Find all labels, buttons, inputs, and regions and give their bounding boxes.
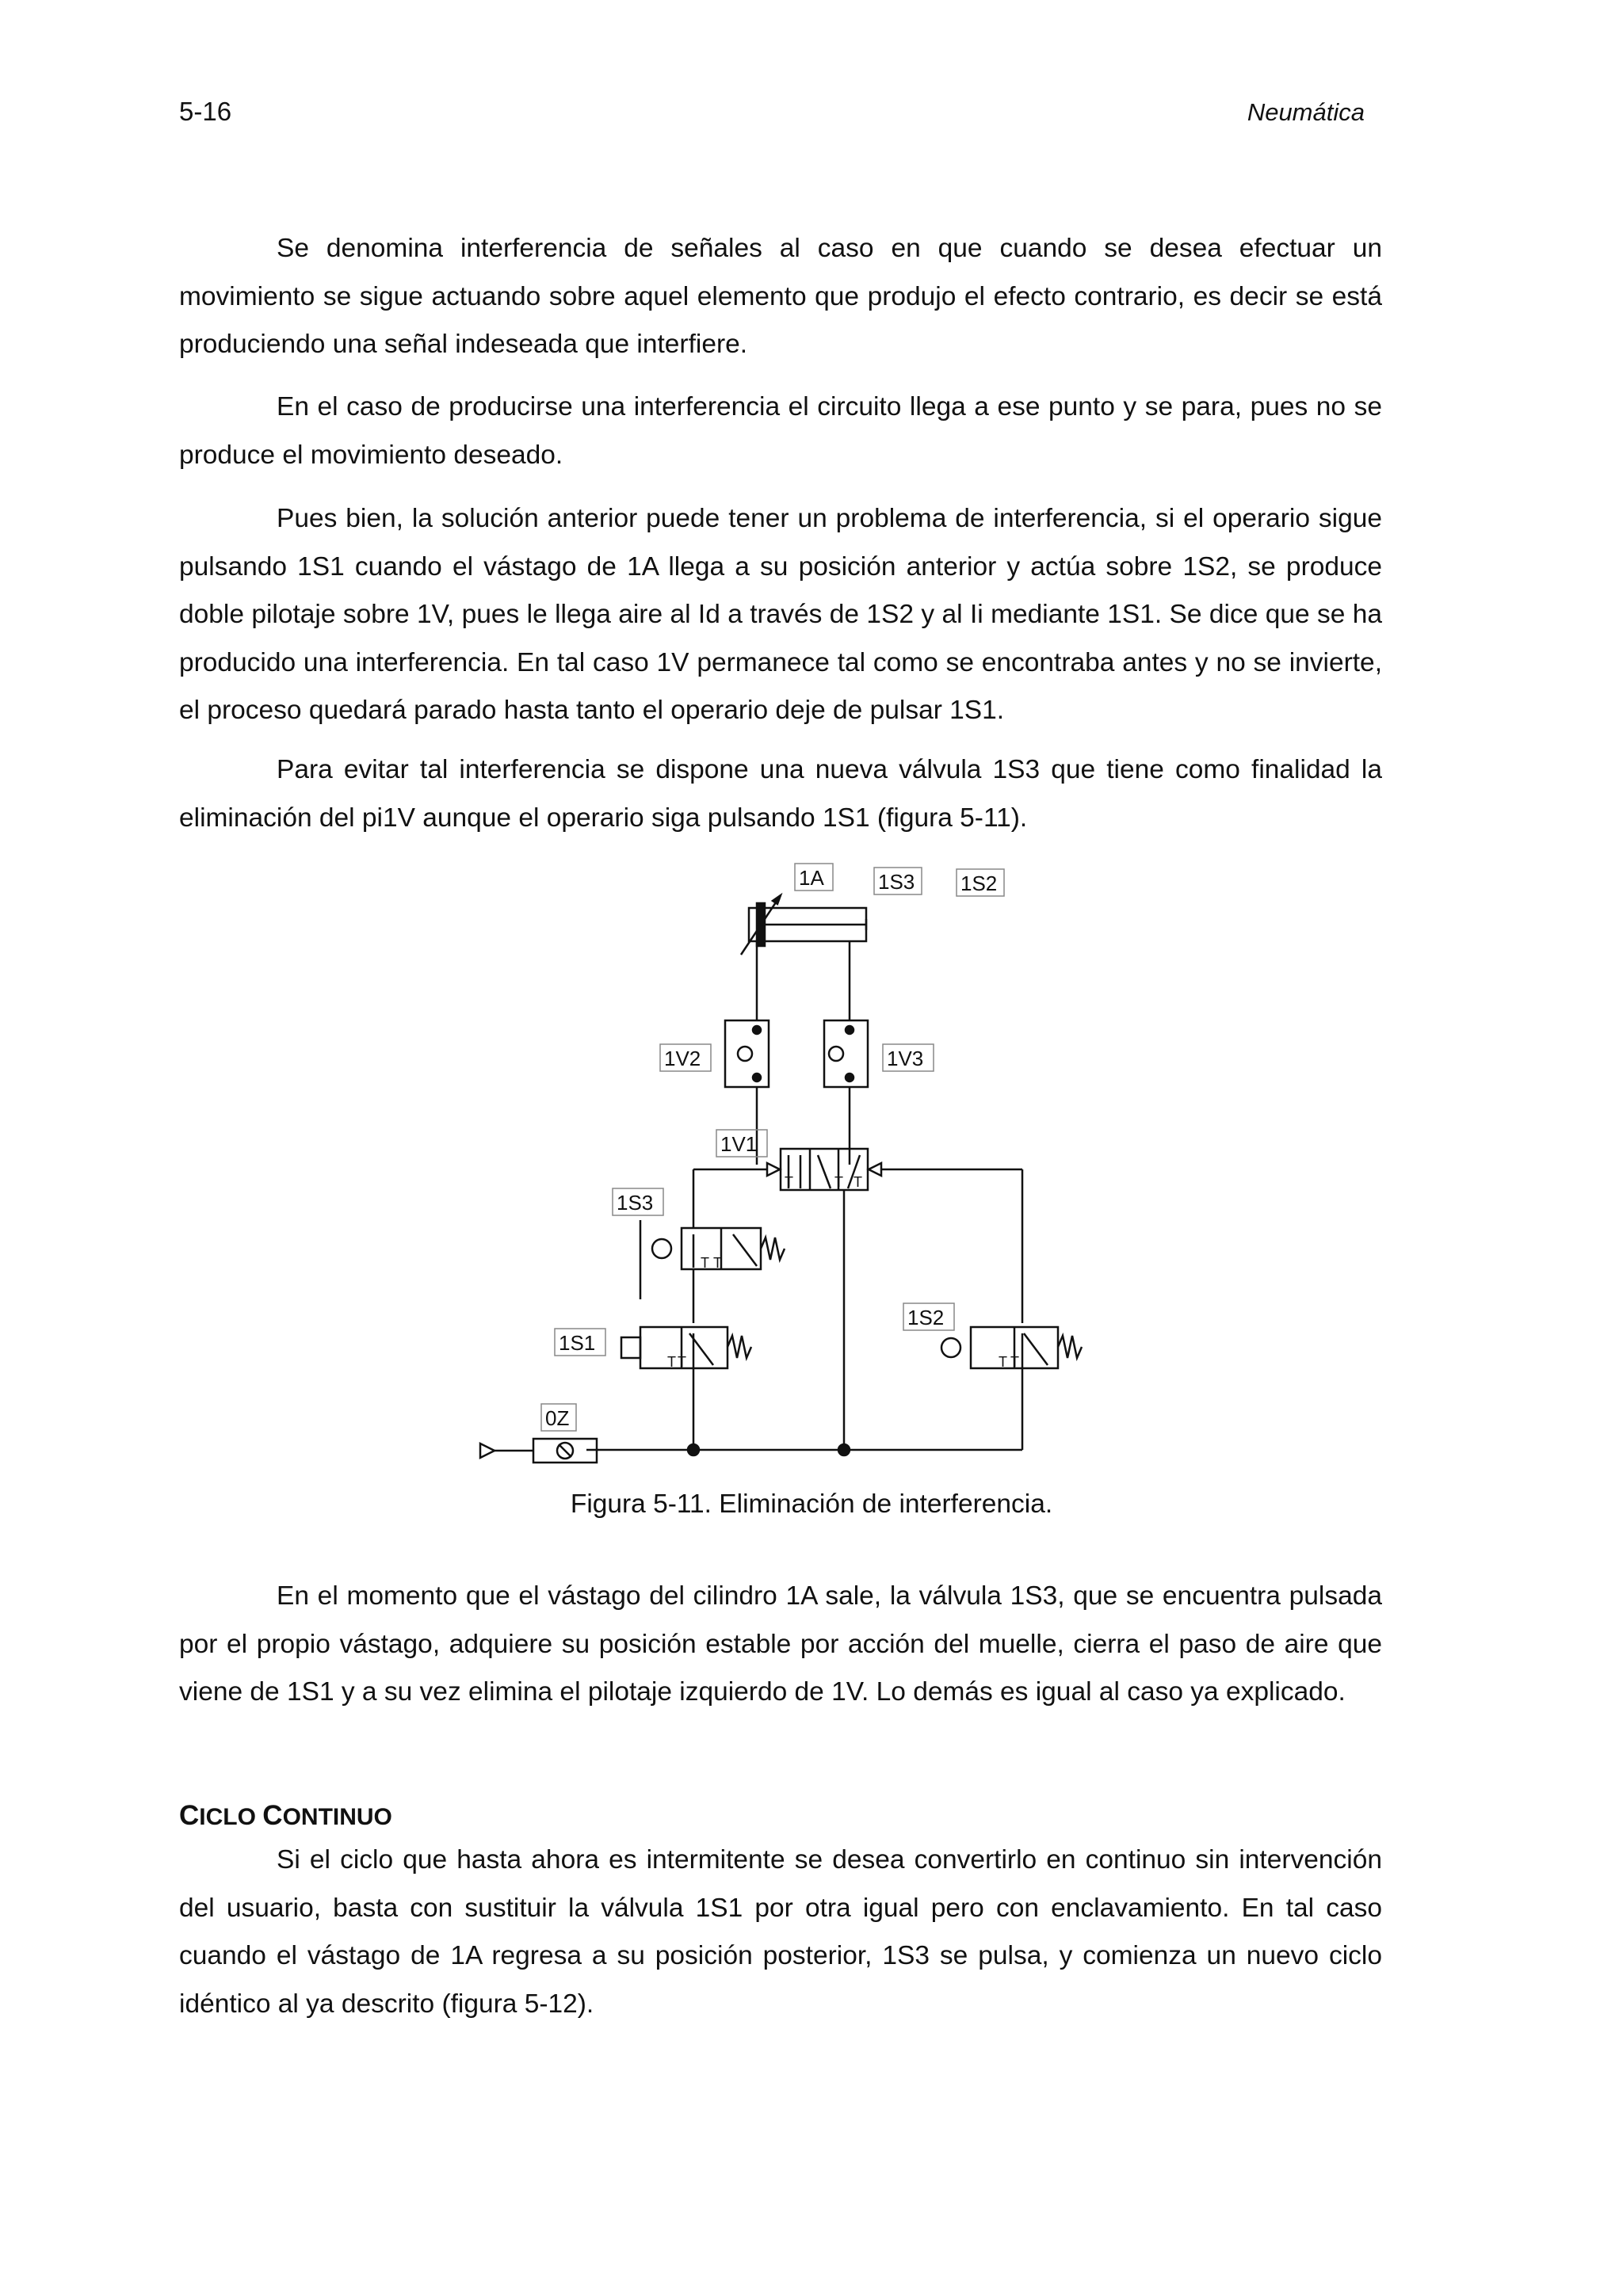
label-1s3: 1S3 <box>617 1191 654 1215</box>
section-title-cap-2: C <box>262 1800 283 1831</box>
label-1s2-top: 1S2 <box>960 871 998 895</box>
label-1v2: 1V2 <box>664 1047 701 1070</box>
section-title-rest-1: ICLO <box>199 1804 263 1830</box>
paragraph-2: En el caso de producirse una interferencia el circuito llega a ese punto y se para, pues no se produce el movimiento deseado. <box>179 392 1382 470</box>
label-1s1: 1S1 <box>559 1331 596 1355</box>
paragraph-1: Se denomina interferencia de señales al caso en que cuando se desea efectuar un movimiento se sigue actuando sobre aquel elemento que produjo el efecto contrario, es decir se está produciendo una señal indeseada que interfiere. <box>179 234 1382 359</box>
label-1v1: 1V1 <box>720 1132 758 1156</box>
port-mark: T <box>834 1174 843 1190</box>
label-1a: 1A <box>799 866 824 890</box>
label-1s3-top: 1S3 <box>878 870 915 894</box>
pneumatic-circuit-diagram <box>444 856 1125 1489</box>
label-1s2: 1S2 <box>907 1306 945 1329</box>
label-1v3: 1V3 <box>887 1047 924 1070</box>
running-title: Neumática <box>1247 98 1365 126</box>
port-mark: T <box>999 1354 1007 1370</box>
port-mark: T <box>713 1255 722 1271</box>
paragraph-3: Pues bien, la solución anterior puede tener un problema de interferencia, si el operario sigue pulsando 1S1 cuando el vástago de 1A llega a su posición anterior y actúa sobre 1S2, se produce doble pilotaje sobre 1V, pues le llega aire al Id a través de 1S2 y al Ii mediante 1S1. Se dice que se ha producido una interferencia. En tal caso 1V permanece tal como se encontraba antes y no se invierte, el proceso quedará parado hasta tanto el operario deje de pulsar 1S1. <box>179 504 1382 725</box>
paragraph-4: Para evitar tal interferencia se dispone una nueva válvula 1S3 que tiene como finalidad la eliminación del pi1V aunque el operario siga pulsando 1S1 (figura 5-11). <box>179 755 1382 833</box>
section-title-rest-2: ONTINUO <box>282 1804 392 1830</box>
figure-caption: Figura 5-11. Eliminación de interferencia. <box>570 1489 1053 1519</box>
port-mark: T <box>701 1255 709 1271</box>
section-title <box>179 1800 392 1832</box>
page-number: 5-16 <box>179 97 232 126</box>
port-mark: T <box>678 1354 686 1370</box>
port-mark: T <box>1010 1354 1019 1370</box>
paragraph-5: En el momento que el vástago del cilindro 1A sale, la válvula 1S3, que se encuentra pulsada por el propio vástago, adquiere su posición estable por acción del muelle, cierra el paso de aire que viene de 1S1 y a su vez elimina el pilotaje izquierdo de 1V. Lo demás es igual al caso ya explicado. <box>179 1581 1382 1707</box>
port-mark: T <box>785 1174 793 1190</box>
paragraph-6: Si el ciclo que hasta ahora es intermitente se desea convertirlo en continuo sin intervención del usuario, basta con sustituir la válvula 1S1 por otra igual pero con enclavamiento. En tal caso cuando el vástago de 1A regresa a su posición posterior, 1S3 se pulsa, y comienza un nuevo ciclo idéntico al ya descrito (figura 5-12). <box>179 1845 1382 2019</box>
port-mark: T <box>667 1354 676 1370</box>
section-title-cap-1: C <box>179 1800 200 1831</box>
port-mark: T <box>854 1174 862 1190</box>
label-0z: 0Z <box>545 1406 570 1430</box>
